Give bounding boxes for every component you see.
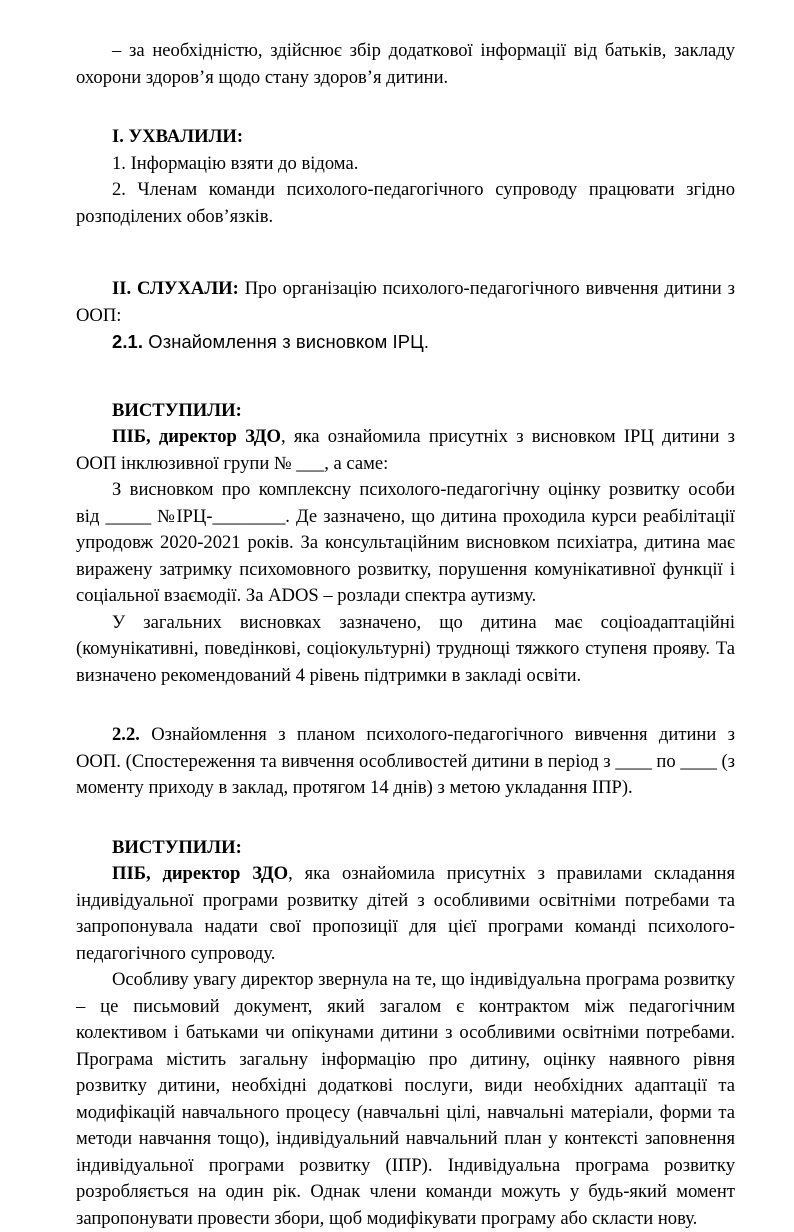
conclusion-blank-date: _____: [105, 505, 152, 527]
speaker-2-paragraph: [76, 861, 735, 967]
spacer: [76, 802, 735, 835]
section-two-heading-line: [76, 276, 735, 329]
general-conclusions-paragraph: У загальних висновках зазначено, що дитина має соціоадаптаційні (комунікативні, поведінкові, соціокультурні) труднощі тяжкого ступеня прояву. Та визначено рекомендований 4 рівень підтримки в закладі освіти.: [76, 611, 735, 686]
section-two-heading-continuation: Про організацію психолого-педагогічного вивчення дитини з ООП:: [76, 278, 735, 326]
conclusion-blank-number: ________: [212, 505, 286, 527]
subsection-2-2-blank-from: ____: [615, 750, 652, 772]
intro-paragraph: – за необхідністю, здійснює збір додаткової інформації від батьків, закладу охорони здоров’я щодо стану здоров’я дитини.: [76, 40, 735, 88]
document-body: [76, 38, 735, 1232]
subsection-2-2-mid: по: [651, 750, 681, 772]
spacer: [76, 356, 735, 398]
conclusion-tail: . Де зазначено, що дитина проходила курси реабілітації упродовж 2020-2021 років. За консультаційним висновком психіатра, дитина має виражену затримку психомовного розвитку, порушення комунікативної функції і соціальної взаємодії. За ADOS – розлади спектра аутизму.: [76, 505, 735, 606]
attention-paragraph: Особливу увагу директор звернула на те, що індивідуальна програма розвитку – це письмовий документ, який загалом є контрактом між педагогічним колективом і батьками чи опікунами дитини з особливими освітніми потребами. Програма містить загальну інформацію про дитину, оцінку наявного рівня розвитку дитини, необхідні додаткові послуги, види необхідних адаптації та модифікацій навчального процесу (навчальні цілі, навчальні матеріали, форми та методи навчання тощо), індивідуальний навчальний план у контексті заповнення індивідуальної програми розвитку (ІПР). Індивідуальна програма розвитку розробляється на один рік. Однак члени команди можуть у будь-який момент запропонувати провести збори, щоб модифікувати програму або скласти нову.: [76, 969, 735, 1229]
speaker-1-text: , яка ознайомила присутніх з висновком ІРЦ дитини з ООП інклюзивної групи № ___, а саме:: [76, 426, 735, 474]
speaker-2-name: ПІБ, директор ЗДО: [112, 863, 289, 884]
subsection-2-1-line: [76, 329, 735, 356]
subsection-2-2-tail: (з моменту приходу в заклад, протягом 14 днів) з метою укладання ІПР).: [76, 750, 735, 798]
section-one-heading: I. УХВАЛИЛИ:: [112, 126, 244, 147]
speaker-1-paragraph: [76, 424, 735, 477]
conclusion-mid: №ІРЦ-: [151, 505, 213, 527]
subsection-2-1-number: 2.1.: [112, 331, 144, 352]
speakers-heading-2: ВИСТУПИЛИ:: [112, 836, 242, 858]
speaker-1-name: ПІБ, директор ЗДО: [112, 426, 282, 447]
spacer: [76, 91, 735, 124]
speaker-2-text: , яка ознайомила присутніх з правилами складання індивідуальної програми розвитку дітей з особливими освітніми потребами та запропонувала надати свої пропозиції для цієї програми команді психолого-педагогічного супроводу.: [76, 863, 735, 964]
spacer: [76, 689, 735, 722]
spacer: [76, 230, 735, 276]
speakers-heading-1: ВИСТУПИЛИ:: [112, 399, 242, 421]
section-one-item-1: 1. Інформацію взяти до відома.: [112, 152, 359, 174]
section-two-heading: II. СЛУХАЛИ:: [112, 278, 239, 299]
subsection-2-2-blank-to: ____: [680, 750, 717, 772]
section-one-item-2: 2. Членам команди психолого-педагогічного супроводу працювати згідно розподілених обов’язків.: [76, 179, 735, 227]
conclusion-lead: З висновком про комплексну психолого-педагогічну оцінку розвитку особи від: [76, 479, 735, 527]
subsection-2-1-text: Ознайомлення з висновком ІРЦ.: [143, 331, 430, 352]
conclusion-paragraph: [76, 477, 735, 610]
subsection-2-2-lead: Ознайомлення з планом психолого-педагогічного вивчення дитини з ООП. (Спостереження та вивчення особливостей дитини в період з: [76, 724, 735, 772]
subsection-2-2-paragraph: [76, 722, 735, 802]
subsection-2-2-number: 2.2.: [112, 724, 140, 745]
